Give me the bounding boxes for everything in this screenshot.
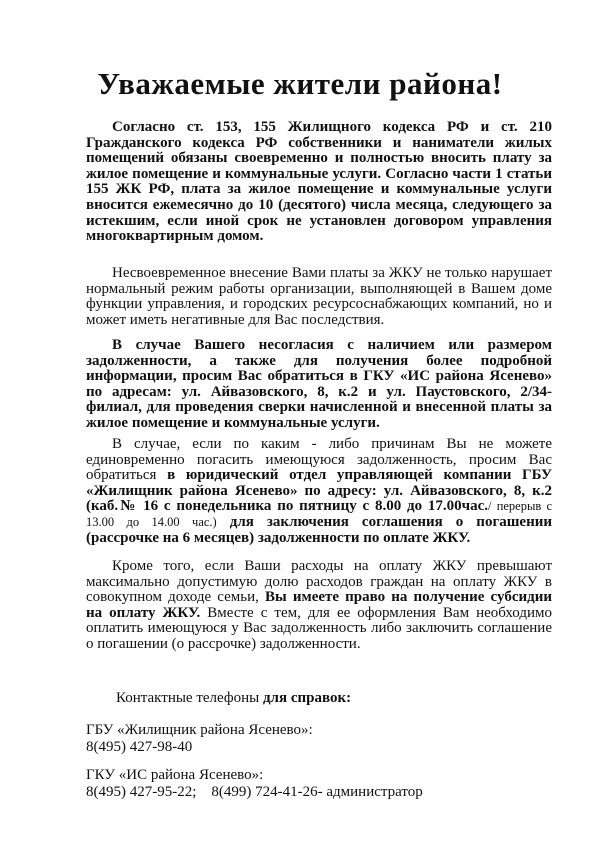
- text-segment: Вы имеете право на получение субсидии на оплату ЖКУ.: [86, 589, 552, 621]
- contacts-heading-bold: для справок:: [262, 690, 352, 706]
- text-segment: Несвоевременное внесение Вами платы за ЖКУ не только нарушает нормальный режим работы организации, выполняющей в Вашем доме функции управления, и городских ресурсоснабжающих компаний, но и может иметь негативные для Вас последствия.: [86, 265, 552, 328]
- contact-phone-gbu: 8(495) 427-98-40: [86, 739, 193, 755]
- page-title: Уважаемые жители района!: [97, 66, 503, 101]
- text-segment: для заключения соглашения о погашении (рассрочке на 6 месяцев) задолженности по оплате ЖКУ.: [86, 513, 553, 546]
- paragraph-late-payment: [86, 266, 552, 328]
- contact-org-gbu: ГБУ «Жилищник района Ясенево»:: [86, 722, 313, 738]
- paragraph-subsidy: [86, 559, 552, 653]
- text-segment: Кроме того, если Ваши расходы на оплату ЖКУ превышают максимально допустимую долю расходов граждан на оплату ЖКУ в совокупном доходе семьи,: [86, 558, 552, 606]
- contact-phone-gku: 8(495) 427-95-22; 8(499) 724-41-26- администратор: [86, 784, 423, 800]
- text-segment: В случае, если по каким - либо причинам Вы не можете единовременно погасить имеющуюся задолженность, просим Вас обратиться: [86, 436, 552, 484]
- contact-org-gku: ГКУ «ИС района Ясенево»:: [86, 767, 264, 783]
- contacts-heading-text: Контактные телефоны: [116, 690, 263, 706]
- text-segment: В случае Вашего несогласия с наличием или размером задолженности, а также для получения более подробной информации, просим Вас обратиться в ГКУ «ИС района Ясенево» по адресам: ул. Айвазовского, 8, к.2 и ул. Паустовского, 2/34-филиал, для проведения сверки начисленной и внесенной платы за жилое помещение и коммунальные услуги.: [86, 337, 552, 431]
- paragraph-disagreement: [86, 338, 552, 432]
- text-segment: в юридический отдел управляющей компании ГБУ «Жилищник района Ясенево» по адресу: ул. Айвазовского, 8, к.2 (каб.№ 16 с понедельника по пятницу с 8.00 до 17.00час.: [86, 467, 552, 515]
- paragraph-payment-obligation: [86, 120, 552, 245]
- text-segment: / перерыв с 13.00 до 14.00 час.): [86, 499, 553, 529]
- paragraph-installment: [86, 437, 552, 546]
- text-segment: Вместе с тем, для ее оформления Вам необходимо оплатить имеющуюся у Вас задолженность либо заключить соглашение о погашении (о рассрочке) задолженности.: [86, 604, 552, 652]
- text-segment: Согласно ст. 153, 155 Жилищного кодекса РФ и ст. 210 Гражданского кодекса РФ собственники и наниматели жилых помещений обязаны своевременно и полностью вносить плату за жилое помещение и коммунальные услуги. Согласно части 1 статьи 155 ЖК РФ, плата за жилое помещение и коммунальные услуги вносится ежемесячно до 10 (десятого) числа месяца, следующего за истекшим, если иной срок не установлен договором управления многоквартирным домом.: [86, 119, 552, 245]
- contacts-heading: [116, 690, 351, 707]
